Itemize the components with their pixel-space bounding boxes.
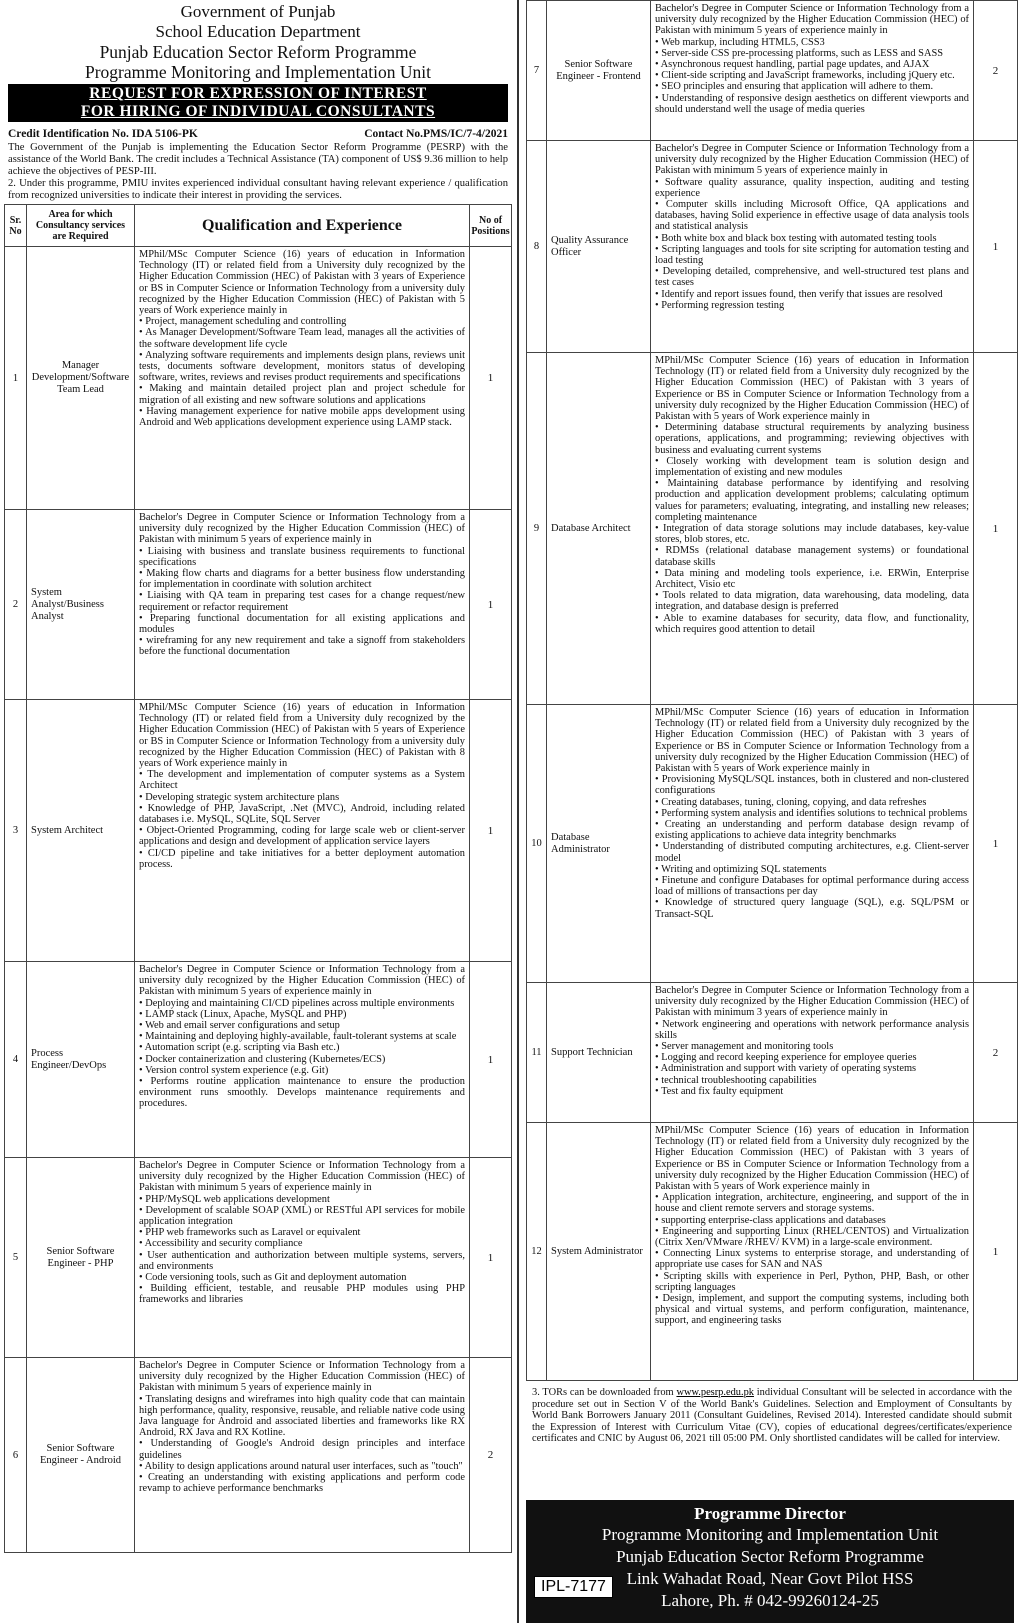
experience-item: • Automation script (e.g. scripting via Bash etc.) [139,1042,465,1053]
footer-line-3: Link Wahadat Road, Near Govt Pilot HSS [626,1569,914,1588]
experience-item: • Asynchronous request handling, partial page updates, and AJAX [655,59,969,70]
row-positions: 2 [974,983,1018,1123]
experience-item: • Maintaining and deploying highly-available, fault-tolerant systems at scale [139,1031,465,1042]
row-positions: 1 [470,247,512,510]
experience-item: • supporting enterprise-class applications and databases [655,1215,969,1226]
ipl-badge: IPL-7177 [534,1576,613,1598]
table-row [527,1,1018,141]
experience-item: • Tools related to data migration, data warehousing, data modeling, data integration, and database design is preferred [655,590,969,612]
table-row [5,247,512,510]
left-column [4,0,512,1553]
row-sr-no: 7 [527,1,547,141]
row-sr-no: 5 [5,1158,27,1358]
col-header-area: Area for which Consultancy services are Required [27,205,135,247]
experience-item: • Scripting languages and tools for site scripting for automation testing and load testing [655,244,969,266]
experience-item: • Making flow charts and diagrams for a better business flow understanding for implementation in coordinate with solution architect [139,568,465,590]
experience-item: • Knowledge of PHP, JavaScript, .Net (MVC), Android, including related databases i.e. MySQL, SQLite, SQL Server [139,803,465,825]
experience-item: • Able to examine databases for security, data flow, and functionality, which requires good attention to detail [655,613,969,635]
experience-item: • Liaising with business and translate business requirements to functional specifications [139,546,465,568]
tor-download-link[interactable]: www.pesrp.edu.pk [676,1387,754,1398]
credit-id: Credit Identification No. IDA 5106-PK [8,128,198,140]
experience-item: • Scripting skills with experience in Perl, Python, PHP, Bash, or other scripting languages [655,1271,969,1293]
row-sr-no: 11 [527,983,547,1123]
footer-block [526,1500,1014,1623]
row-sr-no: 6 [5,1358,27,1553]
qualification-table-left [4,204,512,1553]
experience-item: • wireframing for any new requirement and take a signoff from stakeholders before the functional documentation [139,635,465,657]
intro-paragraph-2: 2. Under this programme, PMIU invites experienced individual consultant having relevant experience / qualification from recognized universities to indicate their interest in providing the services. [8,178,508,201]
experience-item: • Deploying and maintaining CI/CD pipelines across multiple environments [139,998,465,1009]
row-qualification [135,247,470,510]
experience-item: • Test and fix faulty equipment [655,1086,969,1097]
table-row [527,141,1018,353]
experience-item: • Docker containerization and clustering (Kubernetes/ECS) [139,1054,465,1065]
col-header-sr: Sr. No [5,205,27,247]
row-sr-no: 4 [5,962,27,1158]
experience-item: • The development and implementation of computer systems as a System Architect [139,769,465,791]
contact-no: Contact No.PMS/IC/7-4/2021 [364,128,508,140]
header-line-2: School Education Department [155,22,361,41]
table-row [5,510,512,700]
table-row [5,962,512,1158]
experience-item: • SEO principles and ensuring that application will adhere to them. [655,81,969,92]
row-area: Support Technician [547,983,651,1123]
experience-item: • Developing strategic system architecture plans [139,792,465,803]
row-area: Process Engineer/DevOps [27,962,135,1158]
row-positions: 1 [470,700,512,962]
experience-item: • Finetune and configure Databases for optimal performance during access load of millions of transactions per day [655,875,969,897]
experience-item: • Understanding of distributed computing architectures, e.g. Client-server model [655,841,969,863]
row-area: System Architect [27,700,135,962]
experience-item: • Liaising with QA team in preparing test cases for a change request/new requirement or refactor requirement [139,590,465,612]
experience-item: • Logging and record keeping experience for employee queries [655,1052,969,1063]
qualification-intro: Bachelor's Degree in Computer Science or Information Technology from a university duly recognized by the Higher Education Commission (HEC) of Pakistan with minimum 5 years of experience mainly in [139,1160,465,1194]
experience-item: • Ability to design applications around natural user interfaces, such as "touch" [139,1461,465,1472]
experience-item: • Accessibility and security compliance [139,1238,465,1249]
row-sr-no: 2 [5,510,27,700]
row-area: Quality Assurance Officer [547,141,651,353]
header [4,2,512,82]
experience-item: • Making and maintain detailed project plan and project schedule for migration of all existing and new software solutions and applications [139,383,465,405]
experience-item: • Creating databases, tuning, cloning, copying, and data refreshes [655,797,969,808]
experience-item: • LAMP stack (Linux, Apache, MySQL and PHP) [139,1009,465,1020]
col-header-positions: No of Positions [470,205,512,247]
row-qualification [651,353,974,705]
qualification-intro: MPhil/MSc Computer Science (16) years of education in Information Technology (IT) or related field from a University duly recognized by the Higher Education Commission (HEC) of Pakistan with 3 years of Experience or BS in Computer Science or Information Technology from a university duly recognized by the Higher Education Commission (HEC) of Pakistan with 5 years of Work experience mainly in [655,355,969,423]
row-sr-no: 12 [527,1123,547,1381]
notes-paragraph [532,1387,1012,1445]
right-column [526,0,1018,1445]
qualification-table-right [526,0,1018,1381]
experience-item: • Performing regression testing [655,300,969,311]
header-line-1: Government of Punjab [180,2,336,21]
row-qualification [135,962,470,1158]
experience-item: • Object-Oriented Programming, coding for large scale web or client-server applications and design and development of application service layers [139,825,465,847]
experience-item: • Having management experience for native mobile apps development using Android and Web applications development experience using LAMP stack. [139,406,465,428]
experience-item: • Web and email server configurations and setup [139,1020,465,1031]
row-area: Senior Software Engineer - Android [27,1358,135,1553]
experience-item: • Understanding of Google's Android design principles and interface guidelines [139,1438,465,1460]
experience-item: • PHP/MySQL web applications development [139,1194,465,1205]
footer-line-2: Punjab Education Sector Reform Programme [616,1547,924,1566]
qualification-intro: Bachelor's Degree in Computer Science or Information Technology from a university duly recognized by the Higher Education Commission (HEC) of Pakistan with minimum 5 years of experience mainly in [655,3,969,37]
table-row [5,1358,512,1553]
qualification-intro: Bachelor's Degree in Computer Science or Information Technology from a university duly recognized by the Higher Education Commission (HEC) of Pakistan with minimum 3 years of experience mainly in [655,985,969,1019]
row-positions: 1 [470,962,512,1158]
footer-title: Programme Director [694,1504,846,1523]
row-qualification [651,983,974,1123]
row-positions: 1 [974,353,1018,705]
experience-item: • Project, management scheduling and controlling [139,316,465,327]
banner-line-1: REQUEST FOR EXPRESSION OF INTEREST [89,85,427,102]
experience-item: • Identify and report issues found, then verify that issues are resolved [655,289,969,300]
qualification-intro: MPhil/MSc Computer Science (16) years of education in Information Technology (IT) or related field from a University duly recognized by the Higher Education Commission (HEC) of Pakistan with 3 years of Experience or BS in Computer Science or Information Technology from a university duly recognized by the Higher Education Commission (HEC) of Pakistan with 5 years of Work experience mainly in [655,1125,969,1193]
column-divider [517,0,519,1623]
row-area: Senior Software Engineer - PHP [27,1158,135,1358]
experience-item: • Performs routine application maintenance to ensure the production environment runs smoothly. Develops maintenance requirements and procedures. [139,1076,465,1110]
notes-prefix: 3. TORs can be downloaded from [532,1387,677,1398]
col-header-qualification: Qualification and Experience [135,205,470,247]
experience-item: • Provisioning MySQL/SQL instances, both in clustered and non-clustered configurations [655,774,969,796]
experience-item: • Maintaining database performance by identifying and resolving production and application development problems; calculating optimum values for parameters; evaluating, integrating, and installing new releases; completing maintenance [655,478,969,523]
footer-line-1: Programme Monitoring and Implementation Unit [601,1525,939,1544]
row-area: Senior Software Engineer - Frontend [547,1,651,141]
experience-item: • Client-side scripting and JavaScript frameworks, including jQuery etc. [655,70,969,81]
experience-item: • Computer skills including Microsoft Office, QA applications and databases, having Solid experience in effective usage of data analysis tools and statistical analysis [655,199,969,233]
experience-item: • PHP web frameworks such as Laravel or equivalent [139,1227,465,1238]
experience-item: • Administration and support with variety of operating systems [655,1063,969,1074]
row-positions: 1 [974,705,1018,983]
experience-item: • Application integration, architecture, engineering, and support of the in house and client remote servers and storage systems. [655,1192,969,1214]
qualification-intro: Bachelor's Degree in Computer Science or Information Technology from a university duly recognized by the Higher Education Commission (HEC) of Pakistan with minimum 5 years of experience mainly in [139,1360,465,1394]
experience-item: • Building efficient, testable, and reusable PHP modules using PHP frameworks and libraries [139,1283,465,1305]
experience-item: • Data mining and modeling tools experience, i.e. ERWin, Enterprise Architect, Visio etc [655,568,969,590]
experience-item: • User authentication and authorization between multiple systems, servers, and environments [139,1250,465,1272]
row-positions: 1 [974,1123,1018,1381]
experience-item: • Integration of data storage solutions may include databases, key-value stores, blob stores, etc. [655,523,969,545]
credit-line [8,128,508,140]
row-area: Manager Development/Software Team Lead [27,247,135,510]
experience-item: • technical troubleshooting capabilities [655,1075,969,1086]
row-positions: 1 [470,510,512,700]
qualification-intro: MPhil/MSc Computer Science (16) years of education in Information Technology (IT) or related field from a University duly recognized by the Higher Education Commission (HEC) of Pakistan with 3 years of Experience or BS in Computer Science or Information Technology from a university duly recognized by the Higher Education Commission (HEC) of Pakistan with 5 years of Work experience mainly in [139,249,465,317]
row-area: System Analyst/Business Analyst [27,510,135,700]
row-area: System Administrator [547,1123,651,1381]
qualification-intro: Bachelor's Degree in Computer Science or Information Technology from a university duly recognized by the Higher Education Commission (HEC) of Pakistan with minimum 5 years of experience mainly in [655,143,969,177]
qualification-intro: Bachelor's Degree in Computer Science or Information Technology from a university duly recognized by the Higher Education Commission (HEC) of Pakistan with minimum 5 years of experience mainly in [139,512,465,546]
qualification-intro: Bachelor's Degree in Computer Science or Information Technology from a university duly recognized by the Higher Education Commission (HEC) of Pakistan with minimum 5 years of experience mainly in [139,964,465,998]
experience-item: • Writing and optimizing SQL statements [655,864,969,875]
experience-item: • Connecting Linux systems to enterprise storage, and understanding of appropriate use cases for SAN and NAS [655,1248,969,1270]
row-qualification [135,510,470,700]
table-row [527,1123,1018,1381]
table-row [5,700,512,962]
row-qualification [651,1123,974,1381]
row-area: Database Architect [547,353,651,705]
row-qualification [651,705,974,983]
experience-item: • Creating an understanding and perform database design revamp of existing applications to achieve data integrity benchmarks [655,819,969,841]
title-banner [8,84,508,122]
experience-item: • Design, implement, and support the computing systems, including both physical and virtual systems, and perform configuration, maintenance, support, and engineering tasks [655,1293,969,1327]
row-area: Database Administrator [547,705,651,983]
experience-item: • CI/CD pipeline and take initiatives for a better deployment automation process. [139,848,465,870]
row-qualification [135,1158,470,1358]
notes-body: individual Consultant will be selected in accordance with the procedure set out in Section V of the World Bank's Guidelines. Selection and Employment of Consultants by World Bank Borrowers January 2011 (Consultant Guidelines, Revised 2014). Interested candidate should submit the Expression of Interest with Curriculum Vitae (CV), copies of educational degrees/certificates/experience certificates and CNIC by August 06, 2021 till 05:00 PM. Only shortlisted candidates will be called for interview. [532,1387,1012,1444]
experience-item: • Knowledge of structured query language (SQL), e.g. SQL/PSM or Transact-SQL [655,897,969,919]
experience-item: • RDMSs (relational database management systems) or foundational database skills [655,545,969,567]
experience-item: • Server-side CSS pre-processing platforms, such as LESS and SASS [655,48,969,59]
experience-item: • Preparing functional documentation for all existing applications and modules [139,613,465,635]
experience-item: • Software quality assurance, quality inspection, auditing and testing experience [655,177,969,199]
experience-item: • Network engineering and operations with network performance analysis skills [655,1019,969,1041]
row-sr-no: 1 [5,247,27,510]
experience-item: • Translating designs and wireframes into high quality code that can maintain high performance, quality, responsive, reusable, and reliable native code using Java language for Android and associated liberties and frameworks like RX Android, RX Java and RX Kotline. [139,1394,465,1439]
row-qualification [651,141,974,353]
experience-item: • Creating an understanding with existing applications and perform code revamp to achieve performance benchmarks [139,1472,465,1494]
qualification-intro: MPhil/MSc Computer Science (16) years of education in Information Technology (IT) or related field from a University duly recognized by the Higher Education Commission (HEC) of Pakistan with 3 years of Experience or BS in Computer Science or Information Technology from a university duly recognized by the Higher Education Commission (HEC) of Pakistan with 5 years of Work experience mainly in [655,707,969,775]
header-line-4: Programme Monitoring and Implementation Unit [84,62,432,82]
row-sr-no: 9 [527,353,547,705]
experience-item: • Version control system experience (e.g. Git) [139,1065,465,1076]
row-sr-no: 3 [5,700,27,962]
experience-item: • Performing system analysis and identifies solutions to technical problems [655,808,969,819]
qualification-intro: MPhil/MSc Computer Science (16) years of education in Information Technology (IT) or related field from a University duly recognized by the Higher Education Commission (HEC) of Pakistan with 5 years of Experience or BS in Computer Science or Information Technology from a university duly recognized by the Higher Education Commission (HEC) of Pakistan with 8 years of Work experience mainly in [139,702,465,770]
row-sr-no: 8 [527,141,547,353]
table-row [527,983,1018,1123]
experience-item: • Server management and monitoring tools [655,1041,969,1052]
row-positions: 2 [974,1,1018,141]
row-qualification [651,1,974,141]
row-qualification [135,1358,470,1553]
experience-item: • Closely working with development team is solution design and implementation of existing and new modules [655,456,969,478]
intro-paragraph-1: The Government of the Punjab is implementing the Education Sector Reform Programme (PESRP) with the assistance of the World Bank. The credit includes a Technical Assistance (TA) component of US$ 9.36 million to help achieve the objectives of PESP-III. [8,142,508,177]
experience-item: • Developing detailed, comprehensive, and well-structured test plans and test cases [655,266,969,288]
table-row [5,1158,512,1358]
table-row [527,353,1018,705]
row-positions: 1 [470,1158,512,1358]
header-line-3: Punjab Education Sector Reform Programme [99,42,417,62]
row-sr-no: 10 [527,705,547,983]
experience-item: • Both white box and black box testing with automated testing tools [655,233,969,244]
row-positions: 2 [470,1358,512,1553]
banner-line-2: FOR HIRING OF INDIVIDUAL CONSULTANTS [80,103,436,120]
experience-item: • Code versioning tools, such as Git and deployment automation [139,1272,465,1283]
experience-item: • Understanding of responsive design aesthetics on different viewports and should understand well the usage of media queries [655,93,969,115]
footer-line-4: Lahore, Ph. # 042-99260124-25 [661,1591,879,1610]
experience-item: • Determining database structural requirements by analyzing business operations, applications, and programming; reviewing objectives with business and evaluating current systems [655,422,969,456]
experience-item: • Development of scalable SOAP (XML) or RESTful API services for mobile application integration [139,1205,465,1227]
row-positions: 1 [974,141,1018,353]
table-row [527,705,1018,983]
experience-item: • Web markup, including HTML5, CSS3 [655,37,969,48]
experience-item: • As Manager Development/Software Team lead, manages all the activities of the software development life cycle [139,327,465,349]
experience-item: • Engineering and supporting Linux (RHEL/CENTOS) and Virtualization (Citrix Xen/VMware /RHEV/ KVM) in a large-scale environment. [655,1226,969,1248]
row-qualification [135,700,470,962]
experience-item: • Analyzing software requirements and implements design plans, reviews unit tests, documents software development, monitors status of developing software, writes, reviews and revises product requirements and specifications [139,350,465,384]
